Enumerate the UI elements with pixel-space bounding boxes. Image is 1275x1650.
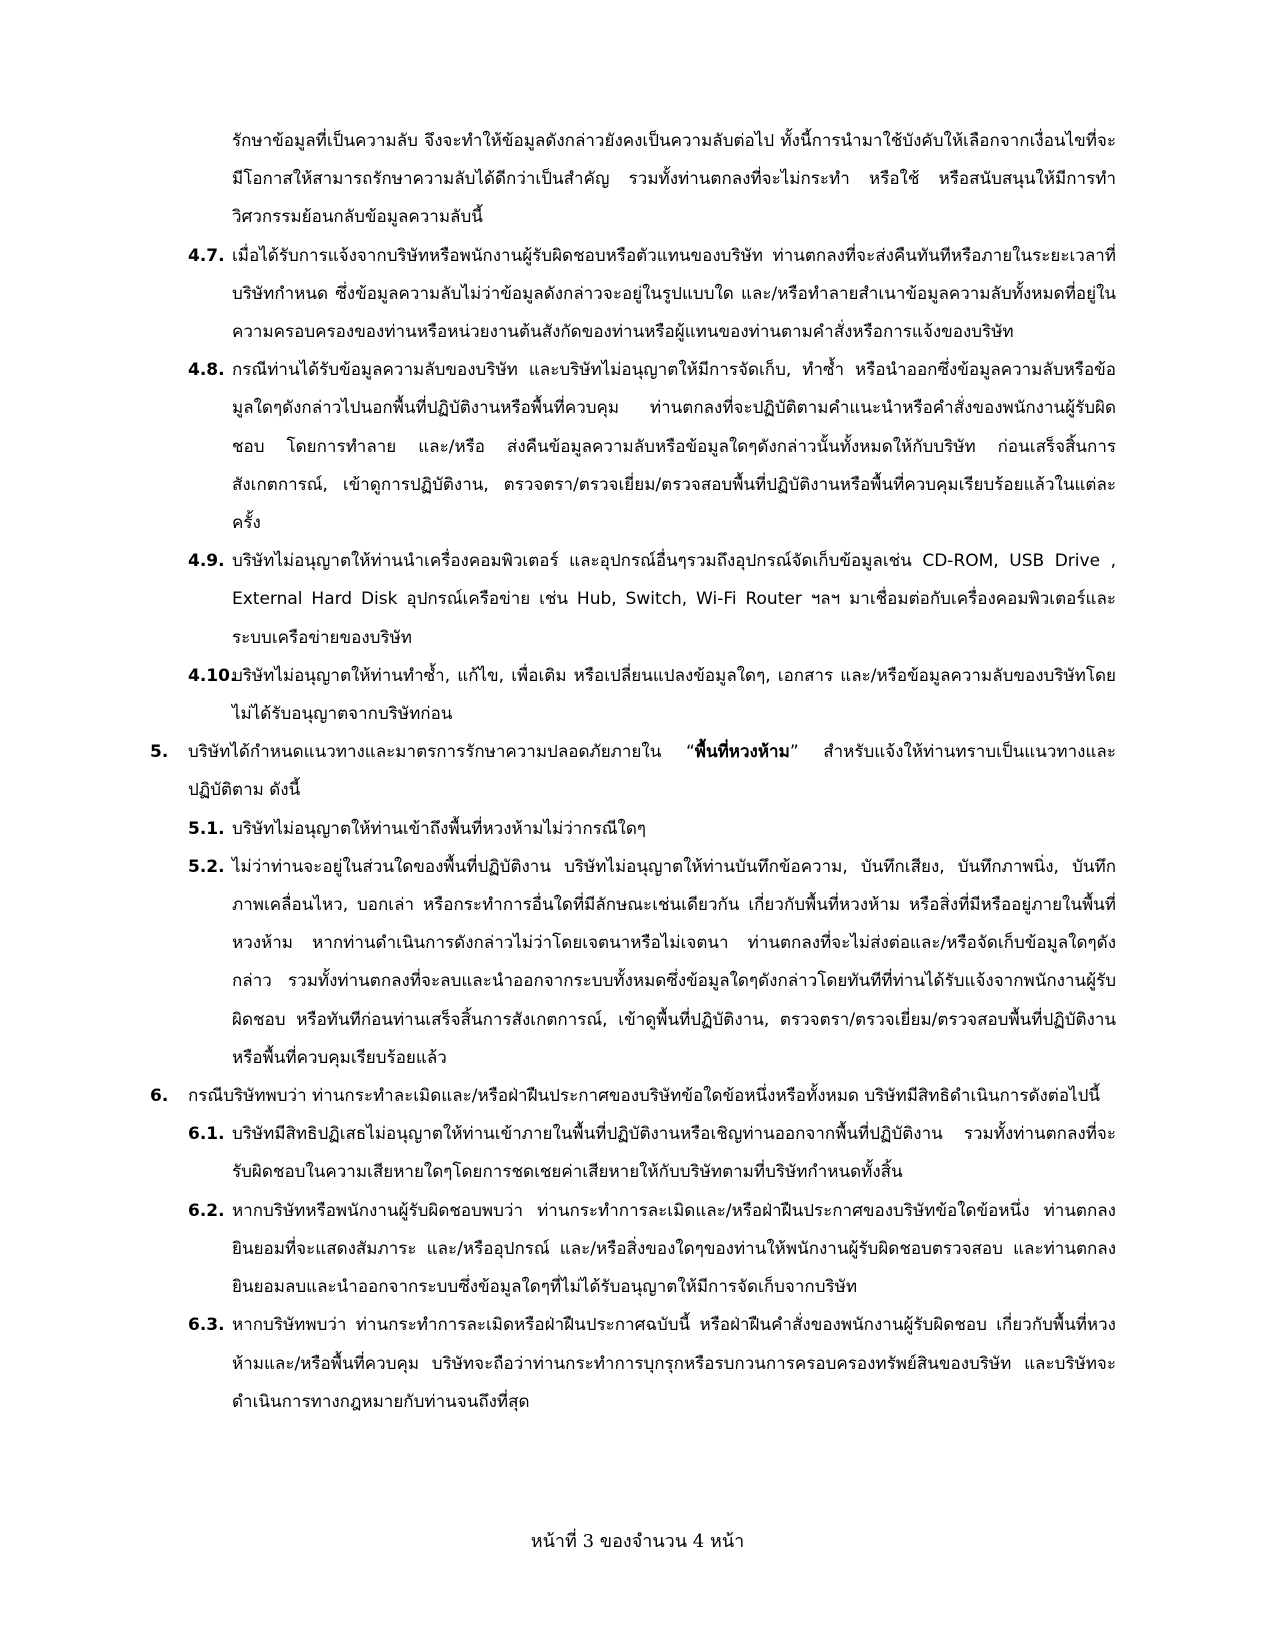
clause-number: 6.1.: [188, 1124, 225, 1145]
clause-text: หากบริษัทหรือพนักงานผู้รับผิดชอบพบว่า ท่านกระทำการละเมิดและ/หรือฝ่าฝืนประกาศของบริษัทข้อใดข้อหนึ่ง ท่านตกลงยินยอมที่จะแสดงสัมภาระ และ/หรืออุปกรณ์ และ/หรือสิ่งของใดๆของท่านให้พนักงานผู้รับผิดชอบตรวจสอบ และท่านตกลงยินยอมลบและนำออกจากระบบซึ่งข้อมูลใดๆที่ไม่ได้รับอนุญาตให้มีการจัดเก็บจากบริษัท: [232, 1200, 1116, 1298]
clause-text: กรณีท่านได้รับข้อมูลความลับของบริษัท และบริษัทไม่อนุญาตให้มีการจัดเก็บ, ทำซ้ำ หรือนำออกซึ่งข้อมูลความลับหรือข้อมูลใดๆดังกล่าวไปนอกพื้นที่ปฏิบัติงานหรือพื้นที่ควบคุม ท่านตกลงที่จะปฏิบัติตามคำแนะนำหรือคำสั่งของพนักงานผู้รับผิดชอบ โดยการทำลาย และ/หรือ ส่งคืนข้อมูลความลับหรือข้อมูลใดๆดังกล่าวนั้นทั้งหมดให้กับบริษัท ก่อนเสร็จสิ้นการสังเกตการณ์, เข้าดูการปฏิบัติงาน, ตรวจตรา/ตรวจเยี่ยม/ตรวจสอบพื้นที่ปฏิบัติงานหรือพื้นที่ควบคุมเรียบร้อยแล้วในแต่ละครั้ง: [232, 360, 1116, 534]
clause-5-2: [150, 848, 1116, 1077]
restricted-area-term: พื้นที่หวงห้าม: [694, 742, 790, 763]
clause-4-7: [150, 237, 1116, 352]
clause-number: 6.3.: [188, 1315, 225, 1336]
clause-text: เมื่อได้รับการแจ้งจากบริษัทหรือพนักงานผู้รับผิดชอบหรือตัวแทนของบริษัท ท่านตกลงที่จะส่งคืนทันทีหรือภายในระยะเวลาที่บริษัทกำหนด ซึ่งข้อมูลความลับไม่ว่าข้อมูลดังกล่าวจะอยู่ในรูปแบบใด และ/หรือทำลายสำเนาข้อมูลความลับทั้งหมดที่อยู่ในความครอบครองของท่านหรือหน่วยงานต้นสังกัดของท่านหรือผู้แทนของท่านตามคำสั่งหรือการแจ้งของบริษัท: [232, 245, 1116, 343]
clause-text: บริษัทไม่อนุญาตให้ท่านทำซ้ำ, แก้ไข, เพื่อเติม หรือเปลี่ยนแปลงข้อมูลใดๆ, เอกสาร และ/หรือข้อมูลความลับของบริษัทโดยไม่ได้รับอนุญาตจากบริษัทก่อน: [232, 665, 1116, 725]
document-body: [150, 122, 1116, 1421]
section-6: [150, 1077, 1116, 1115]
clause-6-1: [150, 1115, 1116, 1191]
clause-number: 4.9.: [188, 551, 225, 572]
section-text: [188, 742, 1116, 800]
section-5: [150, 733, 1116, 809]
clause-6-3: [150, 1306, 1116, 1421]
clause-text: ไม่ว่าท่านจะอยู่ในส่วนใดของพื้นที่ปฏิบัติงาน บริษัทไม่อนุญาตให้ท่านบันทึกข้อความ, บันทึกเสียง, บันทึกภาพนิ่ง, บันทึกภาพเคลื่อนไหว, บอกเล่า หรือกระทำการอื่นใดที่มีลักษณะเช่นเดียวกัน เกี่ยวกับพื้นที่หวงห้าม หรือสิ่งที่มีหรืออยู่ภายในพื้นที่หวงห้าม หากท่านดำเนินการดังกล่าวไม่ว่าโดยเจตนาหรือไม่เจตนา ท่านตกลงที่จะไม่ส่งต่อและ/หรือจัดเก็บข้อมูลใดๆดังกล่าว รวมทั้งท่านตกลงที่จะลบและนำออกจากระบบทั้งหมดซึ่งข้อมูลใดๆดังกล่าวโดยทันทีที่ท่านได้รับแจ้งจากพนักงานผู้รับผิดชอบ หรือทันทีก่อนท่านเสร็จสิ้นการสังเกตการณ์, เข้าดูพื้นที่ปฏิบัติงาน, ตรวจตรา/ตรวจเยี่ยม/ตรวจสอบพื้นที่ปฏิบัติงานหรือพื้นที่ควบคุมเรียบร้อยแล้ว: [232, 856, 1116, 1068]
clause-number: 5.2.: [188, 856, 225, 877]
clause-4-8: [150, 351, 1116, 542]
section-number: 6.: [150, 1086, 169, 1107]
clause-4-10: [150, 657, 1116, 733]
section-text-before: บริษัทได้กำหนดแนวทางและมาตรการรักษาความปลอดภัยภายใน “: [188, 742, 695, 763]
section-text-after: ” สำหรับแจ้งให้ท่านทราบเป็นแนวทางและปฏิบัติตาม ดังนี้: [188, 742, 1116, 801]
paragraph-text: รักษาข้อมูลที่เป็นความลับ จึงจะทำให้ข้อมูลดังกล่าวยังคงเป็นความลับต่อไป ทั้งนี้การนำมาใช้บังคับให้เลือกจากเงื่อนไขที่จะมีโอกาสให้สามารถรักษาความลับได้ดีกว่าเป็นสำคัญ รวมทั้งท่านตกลงที่จะไม่กระทำ หรือใช้ หรือสนับสนุนให้มีการทำวิศวกรรมย้อนกลับข้อมูลความลับนี้: [232, 131, 1116, 228]
clause-text: หากบริษัทพบว่า ท่านกระทำการละเมิดหรือฝ่าฝืนประกาศฉบับนี้ หรือฝ่าฝืนคำสั่งของพนักงานผู้รับผิดชอบ เกี่ยวกับพื้นที่หวงห้ามและ/หรือพื้นที่ควบคุม บริษัทจะถือว่าท่านกระทำการบุกรุกหรือรบกวนการครอบครองทรัพย์สินของบริษัท และบริษัทจะดำเนินการทางกฎหมายกับท่านจนถึงที่สุด: [232, 1315, 1116, 1412]
clause-text: บริษัทมีสิทธิปฏิเสธไม่อนุญาตให้ท่านเข้าภายในพื้นที่ปฏิบัติงานหรือเชิญท่านออกจากพื้นที่ปฏิบัติงาน รวมทั้งท่านตกลงที่จะรับผิดชอบในความเสียหายใดๆโดยการชดเชยค่าเสียหายให้กับบริษัทตามที่บริษัทกำหนดทั้งสิ้น: [232, 1124, 1116, 1183]
section-text: กรณีบริษัทพบว่า ท่านกระทำละเมิดและ/หรือฝ่าฝืนประกาศของบริษัทข้อใดข้อหนึ่งหรือทั้งหมด บริษัทมีสิทธิดำเนินการดังต่อไปนี้: [188, 1086, 1101, 1107]
page-footer: หน้าที่ 3 ของจำนวน 4 หน้า: [530, 1531, 745, 1552]
clause-6-2: [150, 1192, 1116, 1307]
continuation-paragraph: [150, 122, 1116, 237]
clause-5-1: [150, 810, 1116, 848]
clause-number: 4.8.: [188, 360, 225, 381]
clause-text: บริษัทไม่อนุญาตให้ท่านเข้าถึงพื้นที่หวงห้ามไม่ว่ากรณีใดๆ: [232, 818, 647, 839]
clause-number: 6.2.: [188, 1200, 225, 1221]
clause-text: บริษัทไม่อนุญาตให้ท่านนำเครื่องคอมพิวเตอร์ และอุปกรณ์อื่นๆรวมถึงอุปกรณ์จัดเก็บข้อมูลเช่น CD-ROM, USB Drive , External Hard Disk อุปกรณ์เครือข่าย เช่น Hub, Switch, Wi-Fi Router ฯลฯ มาเชื่อมต่อกับเครื่องคอมพิวเตอร์และระบบเครือข่ายของบริษัท: [232, 551, 1116, 648]
clause-number: 4.10.: [188, 665, 237, 686]
clause-number: 5.1.: [188, 818, 225, 839]
clause-number: 4.7.: [188, 245, 225, 266]
section-number: 5.: [150, 742, 169, 763]
clause-4-9: [150, 542, 1116, 657]
